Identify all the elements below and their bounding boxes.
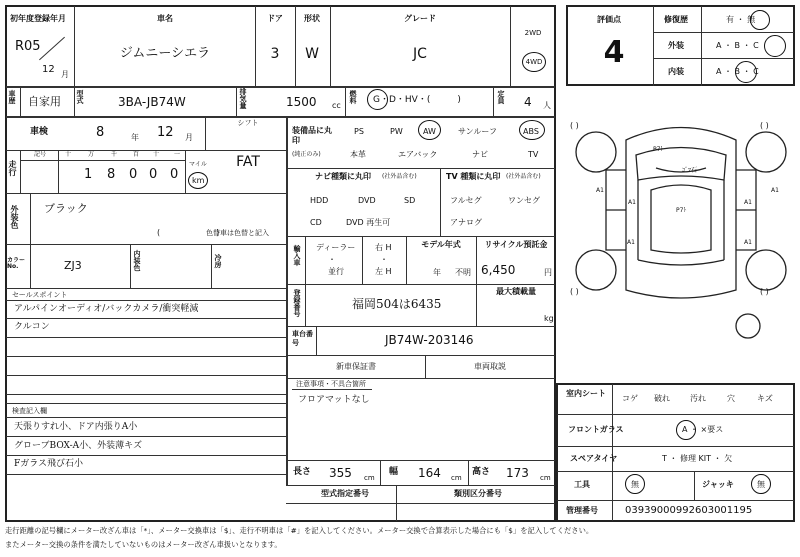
mileage-unit-5: 十	[153, 151, 160, 158]
plate-label: 登録番号	[293, 289, 301, 317]
inspect-month-unit: 月	[185, 133, 193, 142]
spare-label: スペアタイヤ	[570, 454, 618, 463]
mileage-digit-3: 0	[129, 167, 138, 182]
footer-line-2: またメーター交換の条件を満たしていないものはメーター改ざん車扱いとなります。	[5, 540, 282, 549]
year-unit: 年	[433, 268, 441, 277]
chassis-label: 車台番号	[292, 330, 313, 348]
recycle-unit: 円	[544, 268, 552, 277]
mileage-unit-1: 十	[65, 151, 72, 158]
color-label: 外装色	[10, 205, 19, 229]
mgmt-label: 管理番号	[566, 506, 598, 515]
import-dealer: ディーラー	[316, 243, 356, 252]
height-label: 高さ	[472, 467, 491, 477]
catno-label: 類別区分番号	[454, 489, 502, 498]
ext-circle	[764, 35, 786, 57]
reg-title: 初年度登録年月	[10, 14, 66, 23]
shape-title: 形状	[304, 14, 320, 23]
width-value: 164	[418, 466, 441, 480]
inspect-year-unit: 年	[131, 133, 139, 142]
grade-value: JC	[413, 46, 427, 62]
equip-sunroof: サンルーフ	[458, 127, 497, 136]
recycle-value: 6,450	[481, 263, 516, 277]
tire-front-left	[576, 132, 616, 172]
intcolor-label: 内装色	[133, 250, 141, 271]
glass-label: フロントガラス	[568, 425, 624, 434]
year-value: 不明	[455, 268, 471, 277]
mark-2: ｺﾞﾏ石	[682, 167, 698, 174]
navi-cd: CD	[310, 218, 322, 227]
fuel-label: 燃料	[349, 90, 357, 104]
tv-analog: アナログ	[450, 218, 482, 227]
ext-opts: A ・ B ・ C	[716, 41, 759, 50]
seat-kizu: キズ	[757, 394, 773, 403]
mileage-label: 走行	[8, 160, 17, 176]
equip-airbag: エアバック	[398, 150, 438, 159]
cap-value: 4	[524, 95, 532, 109]
notes-value: フロアマットなし	[298, 395, 370, 405]
chassis-value: JB74W-203146	[385, 333, 474, 347]
notes-label: 注意事項・不具合箇所	[296, 380, 366, 388]
color-paren: ( )	[157, 228, 220, 237]
inspect-year: 8	[96, 125, 105, 140]
spare-opts: T ・ 修理 KIT ・ 欠	[662, 454, 733, 463]
score-value: 4	[603, 35, 625, 70]
tv-sub: (社外品含む)	[506, 173, 541, 180]
disp-unit: cc	[332, 101, 341, 110]
colorno-label: カラーNo.	[7, 257, 26, 270]
disp-value: 1500	[286, 95, 317, 109]
bracket-fl: ( )	[570, 121, 579, 130]
glass-opts: A ・ ×要ス	[682, 425, 724, 434]
seat-ana: 穴	[727, 394, 735, 403]
inspect-month: 12	[157, 125, 174, 140]
mark-1: P7ﾄ	[653, 146, 664, 153]
mark-3: A1	[596, 187, 604, 194]
length-value: 355	[329, 466, 352, 480]
model-label: 型式	[76, 90, 84, 104]
mark-8: A1	[627, 239, 635, 246]
import-right: 右 H	[375, 243, 392, 252]
inspector-line-3: Fガラス飛び石小	[14, 459, 83, 469]
import-side: 並行	[328, 267, 344, 276]
import-label: 輸入車	[293, 245, 301, 266]
tools-value: 無	[631, 480, 639, 489]
mileage-digit-5: 0	[170, 167, 179, 182]
sales-line-1: アルパインオーディオ/バックカメラ/衝突軽減	[14, 304, 199, 314]
mark-4: A1	[628, 199, 636, 206]
tv-oneseg: ワンセグ	[508, 196, 540, 205]
car-title: 車名	[157, 14, 173, 23]
payload-label: 最大積載量	[496, 287, 536, 296]
tire-rear-right	[746, 250, 786, 290]
equip-sub: (純正のみ)	[292, 151, 321, 158]
payload-unit: kg	[544, 314, 554, 323]
tire-front-right	[746, 132, 786, 172]
equip-label: 装備品に丸印	[292, 126, 332, 146]
inspector-line-2: グローブBOX-A小、外装薄キズ	[14, 441, 142, 451]
reg-value: R05	[15, 39, 41, 54]
drive-2wd: 2WD	[524, 29, 542, 37]
shift-label: シフト	[237, 119, 259, 127]
plate-value: 福岡504は6435	[352, 297, 442, 311]
shape-value: W	[305, 46, 319, 62]
inspect-label: 車検	[30, 127, 49, 137]
equip-aw: AW	[423, 127, 436, 136]
car-value: ジムニーシエラ	[119, 46, 211, 61]
mark-6: A1	[744, 199, 752, 206]
mileage-unit-3: 千	[111, 151, 118, 158]
grade-title: グレード	[404, 14, 436, 23]
navi-title: ナビ種類に丸印	[315, 172, 371, 181]
bracket-fr: ( )	[760, 121, 769, 130]
import-left: 左 H	[375, 267, 392, 276]
repair-opts: 有 ・ 無	[726, 15, 756, 24]
tv-title: TV 種類に丸印	[446, 172, 501, 181]
equip-tv: TV	[528, 150, 539, 159]
mileage-unit-6: 一	[174, 151, 181, 158]
recycle-label: リサイクル預託金	[484, 240, 548, 249]
mileage-digit-2: 8	[107, 167, 116, 182]
tv-fullseg: フルセグ	[450, 196, 482, 205]
tools-label: 工具	[574, 480, 590, 489]
accessories-table	[556, 383, 795, 522]
mgmt-value: 03939000992603001195	[625, 505, 753, 516]
mileage-km: km	[192, 176, 205, 185]
mileage-unit-kigo: 記号	[34, 151, 47, 158]
mileage-digit-4: 0	[149, 167, 158, 182]
spare-tire	[736, 314, 760, 338]
seat-koge: コゲ	[622, 394, 638, 403]
equip-ps: PS	[354, 127, 364, 136]
import-dot2: ・	[380, 255, 388, 264]
seat-yabure: 破れ	[654, 394, 670, 403]
navi-dvd: DVD	[358, 196, 376, 205]
sales-line-2: クルコン	[14, 322, 50, 332]
equip-pw: PW	[390, 127, 403, 136]
year-label: モデル年式	[421, 240, 461, 249]
navi-hdd: HDD	[310, 196, 329, 205]
cap-label: 定員	[497, 90, 505, 104]
bracket-rl: ( )	[570, 287, 579, 296]
colorno-value: ZJ3	[64, 259, 82, 272]
footer-line-1: 走行距離の記号欄にメーター改ざん車は「*」、メーター交換車は「$」、走行不明車は「#」を記入してください。メーター交換で合算表示した場合にも「$」を記入してください。	[5, 526, 594, 535]
mark-5: A1	[771, 187, 779, 194]
door-title: ドア	[267, 14, 283, 23]
length-label: 長さ	[293, 467, 312, 477]
jack-label: ジャッキ	[702, 480, 734, 489]
int-opts: A ・ B ・ C	[716, 67, 759, 76]
door-value: 3	[270, 46, 280, 62]
inspector-line-1: 天張りすれ小、ドア内張りA小	[14, 422, 138, 432]
int-circle	[735, 61, 757, 83]
shift-value: FAT	[236, 154, 260, 170]
typeno-label: 型式指定番号	[321, 489, 369, 498]
navi-sd: SD	[404, 196, 416, 205]
width-unit: cm	[451, 474, 462, 482]
disp-label: 排気量	[239, 88, 247, 109]
navi-dvdplay: DVD 再生可	[346, 218, 391, 227]
color-note: 色替車は色替と記入	[206, 229, 269, 237]
height-unit: cm	[540, 474, 551, 482]
cap-unit: 人	[543, 101, 551, 110]
doc-manual: 車両取説	[474, 362, 506, 371]
reg-month: 12	[42, 64, 55, 75]
color-value: ブラック	[44, 202, 88, 215]
seat-yogore: 汚れ	[690, 394, 706, 403]
mileage-unit-4: 百	[133, 151, 140, 158]
usage-label: 車歴	[8, 90, 16, 104]
navi-sub: (社外品含む)	[382, 173, 417, 180]
ext-label: 外装	[668, 41, 684, 50]
ac-label: 冷房	[214, 254, 222, 268]
mark-9: A1	[744, 239, 752, 246]
height-value: 173	[506, 466, 529, 480]
repair-circle	[750, 10, 770, 30]
jack-value: 無	[757, 480, 765, 489]
seat-label: 室内シート	[566, 389, 606, 398]
mileage-mile: マイル	[189, 161, 207, 168]
reg-month-unit: 月	[61, 70, 69, 79]
width-label: 幅	[389, 467, 399, 477]
mark-7: P7ﾄ	[676, 207, 687, 214]
sales-label: セールスポイント	[12, 291, 68, 299]
import-dot: ・	[328, 255, 336, 264]
int-label: 内装	[668, 67, 684, 76]
doc-warranty: 新車保証書	[336, 362, 376, 371]
car-diagram	[566, 110, 796, 385]
repair-label: 修復歴	[664, 15, 688, 24]
bracket-rr: ( )	[760, 287, 769, 296]
usage-value: 自家用	[28, 95, 61, 108]
equip-leather: 本革	[350, 150, 366, 159]
inspector-label: 検査記入欄	[12, 407, 47, 415]
equip-navi: ナビ	[472, 150, 488, 159]
fuel-value: G・D・HV・( )	[373, 95, 461, 105]
score-title: 評価点	[597, 15, 621, 24]
equip-abs: ABS	[523, 127, 539, 136]
tire-rear-left	[576, 250, 616, 290]
mileage-unit-2: 万	[88, 151, 95, 158]
length-unit: cm	[364, 474, 375, 482]
drive-4wd: 4WD	[525, 58, 543, 66]
mileage-digit-1: 1	[84, 167, 93, 182]
model-value: 3BA-JB74W	[118, 95, 186, 109]
